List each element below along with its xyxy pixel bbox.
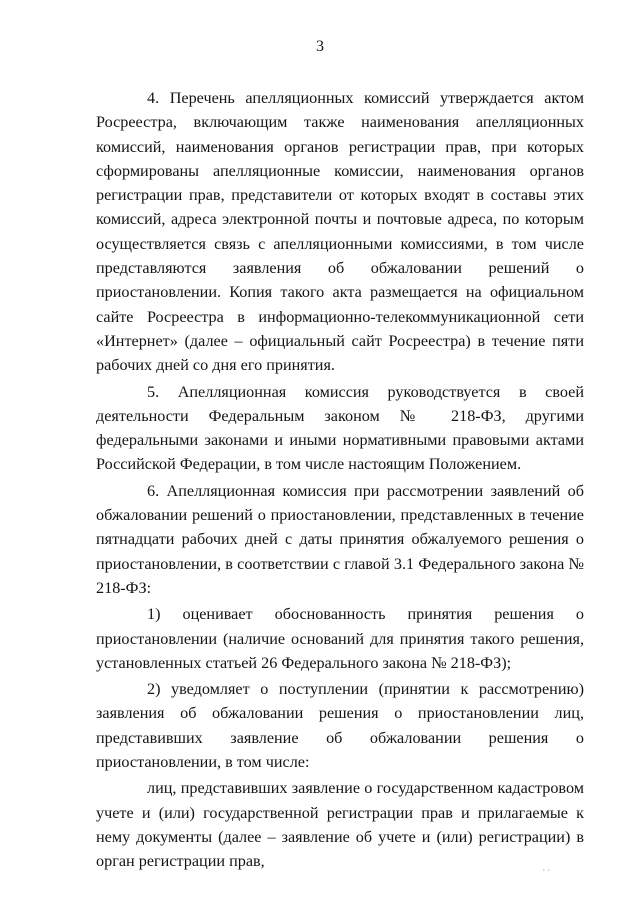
paragraph-persons: лиц, представивших заявление о государственном кадастровом учете и (или) государственной регистрации прав и прилагаемые к нему документы (далее – заявление об учете и (или) регистрации) в орган регистрации прав, [96, 779, 584, 871]
document-body [96, 86, 584, 876]
subparagraph-1: 1) оценивает обоснованность принятия решения о приостановлении (наличие оснований для принятия такого решения, установленных статьей 26 Федерального закона № 218-ФЗ); [96, 605, 584, 672]
subparagraph-2: 2) уведомляет о поступлении (принятии к рассмотрению) заявления об обжаловании решения о приостановлении лиц, представивших заявление об обжаловании решения о приостановлении, в том числе: [96, 680, 584, 772]
page-number: 3 [316, 38, 324, 55]
paragraph-6: 6. Апелляционная комиссия при рассмотрении заявлений об обжаловании решений о приостановлении, представленных в течение пятнадцати рабочих дней с даты принятия обжалуемого решения о приостановлении, в соответствии с главой 3.1 Федерального закона № 218-ФЗ: [96, 481, 584, 597]
scan-specks: ⋅ ⋅ [542, 866, 550, 875]
paragraph-4: 4. Перечень апелляционных комиссий утверждается актом Росреестра, включающим также наименования апелляционных комиссий, наименования органов регистрации прав, при которых сформированы апелляционные комиссии, наименования органов регистрации прав, представители от которых входят в составы этих комиссий, адреса электронной почты и почтовые адреса, по которым осуществляется связь с апелляционными комиссиями, в том числе представляются заявления об обжаловании решений о приостановлении. Копия такого акта размещается на официальном сайте Росреестра в информационно-телекоммуникационной сети «Интернет» (далее – официальный сайт Росреестра) в течение пяти рабочих дней со дня его принятия. [96, 89, 584, 375]
paragraph-5: 5. Апелляционная комиссия руководствуется в своей деятельности Федеральным законом № 218-ФЗ, другими федеральными законами и иными нормативными правовыми актами Российской Федерации, в том числе настоящим Положением. [96, 382, 584, 474]
